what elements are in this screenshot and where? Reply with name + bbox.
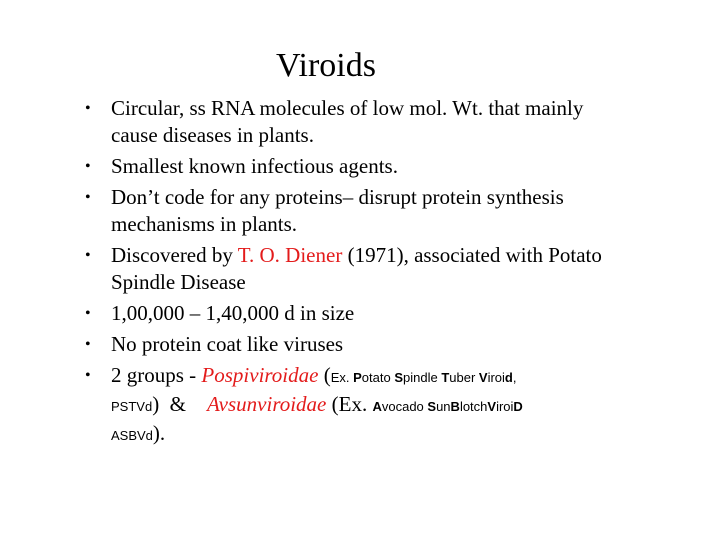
groups-line-3 (111, 420, 630, 449)
family-avsunviroidae: Avsunviroidae (207, 392, 327, 416)
item-text-pre: Discovered by (111, 243, 238, 267)
item-text: Smallest known infectious agents. (111, 154, 398, 178)
item-text: 1,00,000 – 1,40,000 d in size (111, 301, 355, 325)
list-item (0, 95, 720, 149)
example-1 (331, 370, 517, 385)
ex2-part: vocado (381, 399, 428, 414)
item-text-post: (1971), associated with Potato Spindle Disease (111, 243, 602, 294)
bullet-icon: • (85, 336, 91, 353)
ex1-part: V (478, 370, 488, 385)
item-text: No protein coat like viruses (111, 332, 344, 356)
item-text: Circular, ss RNA molecules of low mol. Wt. that mainly cause diseases in plants. (111, 96, 584, 147)
groups-open-1: ( (318, 363, 331, 387)
ex2-part: D (513, 399, 523, 414)
ex1-part: , (512, 370, 517, 385)
discoverer-name: T. O. Diener (237, 243, 343, 267)
list-item (0, 300, 720, 327)
list-item (0, 184, 720, 238)
bullet-icon: • (85, 367, 91, 384)
item-text: Don’t code for any proteins– disrupt protein synthesis mechanisms in plants. (111, 185, 564, 236)
ex2-part: S (427, 399, 437, 414)
groups-lead: 2 groups - (111, 363, 202, 387)
slide-title: Viroids (276, 47, 376, 84)
bullet-icon: • (85, 100, 91, 117)
ex2-part: un (436, 399, 451, 414)
ex2-part: A (372, 399, 382, 414)
bullet-list (0, 95, 720, 453)
bullet-icon: • (85, 305, 91, 322)
list-item-groups (0, 362, 720, 449)
list-item (0, 242, 720, 296)
groups-line-2 (111, 391, 630, 420)
list-item (0, 153, 720, 180)
ex1-part: P (353, 370, 362, 385)
ex2-part: V (487, 399, 497, 414)
bullet-icon: • (85, 247, 91, 264)
example-2 (372, 399, 522, 414)
ex1-part: iroi (487, 370, 505, 385)
bullet-icon: • (85, 158, 91, 175)
ex1-part: pindle (403, 370, 442, 385)
abbr-pstvd: PSTVd (111, 399, 153, 414)
groups-line-1 (111, 362, 630, 391)
ex2-part: iroi (496, 399, 514, 414)
ex1-part: otato (361, 370, 395, 385)
groups-open-2: (Ex. (326, 392, 373, 416)
ex1-part: uber (449, 370, 479, 385)
groups-close-2: ). (152, 421, 166, 445)
ex1-part: d (504, 370, 513, 385)
example-label: Ex. (330, 370, 354, 385)
ex2-part: lotch (459, 399, 488, 414)
abbr-asbvd: ASBVd (111, 428, 153, 443)
ex2-part: B (450, 399, 460, 414)
ex1-part: S (394, 370, 403, 385)
groups-close-1: ) & (152, 392, 208, 416)
list-item (0, 331, 720, 358)
family-pospiviroidae: Pospiviroidae (201, 363, 319, 387)
bullet-icon: • (85, 189, 91, 206)
ex1-part: T (441, 370, 450, 385)
